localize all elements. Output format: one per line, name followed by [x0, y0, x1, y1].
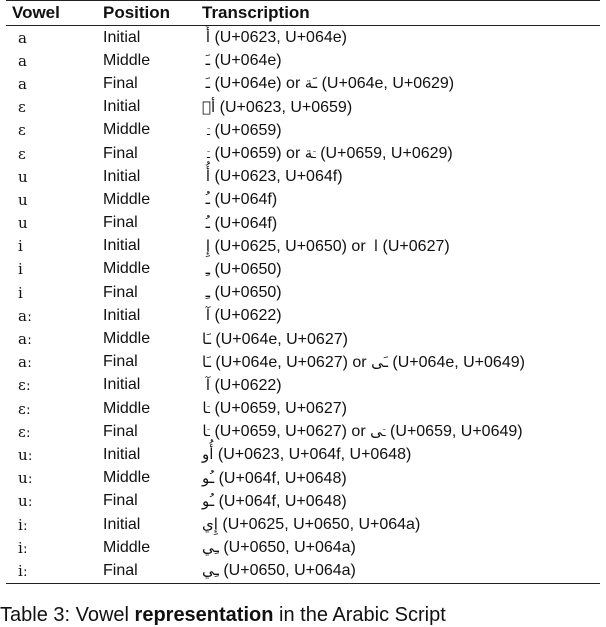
transcription-cell	[196, 351, 600, 374]
caption-prefix: Table 3: Vowel	[0, 604, 135, 626]
arabic-glyph: أُ	[205, 167, 210, 186]
codepoint-text: (U+0622)	[210, 376, 282, 394]
transcription-cell	[196, 165, 600, 188]
transcription-cell	[196, 467, 600, 490]
table-row	[6, 235, 600, 258]
position-cell: Middle	[103, 51, 151, 69]
transcription-cell	[196, 490, 600, 513]
arabic-glyph: ـُو	[202, 491, 215, 510]
vowel-cell: a	[18, 74, 27, 93]
arabic-glyph: ـَى	[371, 352, 388, 371]
table-row	[6, 304, 600, 327]
codepoint-text: (U+064e, U+0629)	[317, 75, 455, 93]
vowel-cell: i	[18, 260, 23, 279]
table-row	[6, 467, 600, 490]
position-cell: Final	[103, 492, 138, 510]
transcription-cell	[196, 258, 600, 281]
vowel-cell: i	[18, 283, 23, 302]
position-cell: Initial	[103, 306, 141, 324]
vowel-cell: ɛ	[18, 98, 26, 117]
codepoint-text: (U+0650)	[210, 284, 282, 302]
position-cell: Initial	[103, 445, 141, 463]
position-cell: Middle	[103, 260, 151, 278]
position-cell: Final	[103, 353, 138, 371]
arabic-glyph: ـُ	[205, 190, 210, 209]
table-row	[6, 397, 600, 420]
table-row	[6, 72, 600, 95]
arabic-glyph: ـٙ	[206, 120, 210, 139]
vowel-cell: u	[18, 190, 28, 209]
table-row	[6, 26, 600, 50]
caption-suffix: in the Arabic Script	[273, 604, 446, 626]
position-cell: Middle	[103, 399, 151, 417]
vowel-cell: ɛː	[18, 376, 31, 395]
table-row	[6, 443, 600, 466]
position-cell: Final	[103, 283, 138, 301]
codepoint-text: (U+0650)	[210, 260, 282, 278]
codepoint-text: (U+064e) or	[210, 75, 305, 93]
transcription-cell	[196, 212, 600, 235]
vowel-cell: iː	[18, 515, 28, 534]
codepoint-text: (U+064f, U+0648)	[214, 469, 347, 487]
transcription-cell	[196, 142, 600, 165]
arabic-glyph: ـِ	[205, 259, 210, 278]
table-row	[6, 119, 600, 142]
codepoint-text: (U+0659, U+0627)	[210, 400, 347, 418]
codepoint-text: (U+0659, U+0627) or	[210, 423, 371, 441]
transcription-cell	[196, 327, 600, 350]
vowel-cell: u	[18, 214, 28, 233]
vowel-cell: iː	[18, 538, 28, 557]
codepoint-text: (U+0625, U+0650, U+064a)	[217, 516, 421, 534]
table-row	[6, 351, 600, 374]
codepoint-text: (U+0659, U+0629)	[315, 145, 453, 163]
position-cell: Final	[97, 559, 196, 583]
table-body	[6, 26, 600, 584]
vowel-cell: aː	[18, 330, 32, 349]
position-cell: Middle	[103, 190, 151, 208]
table-row	[6, 142, 600, 165]
codepoint-text: (U+064e)	[210, 52, 282, 70]
arabic-glyph: أَ	[205, 28, 210, 47]
position-cell: Initial	[103, 98, 141, 116]
table-row	[6, 490, 600, 513]
transcription-cell	[196, 443, 600, 466]
header-transcription: Transcription	[196, 1, 600, 26]
table-row	[6, 165, 600, 188]
position-cell: Middle	[103, 121, 151, 139]
arabic-glyph: أُو	[202, 445, 214, 464]
vowel-cell: uː	[18, 492, 33, 511]
codepoint-text: (U+0650, U+064a)	[218, 562, 356, 580]
vowel-cell: ɛ	[18, 121, 26, 140]
arabic-glyph: ـٙة	[304, 144, 316, 163]
arabic-glyph: إِي	[202, 515, 218, 534]
vowel-cell: a	[18, 28, 27, 47]
table-row	[6, 536, 600, 559]
table-header	[6, 1, 600, 26]
vowel-cell: u	[18, 167, 28, 186]
codepoint-text: (U+064e, U+0627)	[210, 330, 348, 348]
vowel-cell: i	[18, 237, 23, 256]
codepoint-text: (U+064e, U+0649)	[387, 353, 525, 371]
table-row	[6, 281, 600, 304]
arabic-glyph: ـٙ	[206, 144, 210, 163]
codepoint-text: (U+0623, U+0659)	[215, 98, 353, 116]
position-cell: Initial	[103, 515, 141, 533]
table-row	[6, 559, 600, 583]
caption-bold: representation	[134, 604, 274, 626]
codepoint-text: (U+0625, U+0650) or	[210, 237, 371, 255]
arabic-glyph: ـَ	[205, 51, 210, 70]
transcription-cell	[196, 119, 600, 142]
position-cell: Final	[103, 214, 138, 232]
table-row	[6, 96, 600, 119]
vowel-cell: ɛː	[18, 399, 31, 418]
transcription-cell	[196, 49, 600, 72]
codepoint-text: (U+0627)	[378, 237, 450, 255]
arabic-glyph: ـُو	[202, 468, 215, 487]
header-vowel: Vowel	[6, 1, 97, 26]
table-row	[6, 258, 600, 281]
table-row	[6, 49, 600, 72]
arabic-glyph: ـٙى	[370, 422, 386, 441]
arabic-glyph: آ	[205, 306, 210, 325]
transcription-cell	[196, 96, 600, 119]
transcription-cell	[196, 513, 600, 536]
codepoint-text: (U+0659) or	[210, 145, 305, 163]
position-cell: Middle	[103, 469, 151, 487]
position-cell: Final	[103, 422, 138, 440]
position-cell: Middle	[103, 538, 151, 556]
vowel-cell: uː	[18, 469, 33, 488]
arabic-glyph: ـِي	[202, 538, 219, 557]
codepoint-text: (U+0623, U+064f)	[210, 168, 343, 186]
arabic-glyph: ا	[373, 236, 379, 255]
transcription-cell	[196, 26, 600, 50]
codepoint-text: (U+0659)	[210, 121, 282, 139]
codepoint-text: (U+0623, U+064e)	[210, 29, 347, 47]
header-row	[6, 1, 600, 26]
codepoint-text: (U+0623, U+064f, U+0648)	[213, 446, 412, 464]
position-cell: Initial	[103, 167, 141, 185]
transcription-cell	[196, 536, 600, 559]
vowel-cell: a	[18, 51, 27, 70]
vowel-cell: aː	[18, 306, 32, 325]
arabic-glyph: ـَا	[202, 329, 211, 348]
arabic-glyph: أٙ	[202, 97, 216, 116]
transcription-cell	[196, 281, 600, 304]
arabic-glyph: ـٙا	[202, 399, 210, 418]
position-cell: Middle	[103, 330, 151, 348]
vowel-transcription-table-container	[6, 0, 600, 584]
arabic-glyph: إِ	[205, 236, 210, 255]
transcription-cell	[196, 397, 600, 420]
position-cell: Initial	[103, 376, 141, 394]
transcription-cell	[196, 304, 600, 327]
codepoint-text: (U+064f)	[210, 191, 278, 209]
vowel-cell: iː	[6, 559, 97, 583]
transcription-cell	[196, 72, 600, 95]
arabic-glyph: ـٙا	[202, 422, 210, 441]
vowel-cell: ɛ	[18, 144, 26, 163]
table-row	[6, 374, 600, 397]
table-row	[6, 513, 600, 536]
transcription-cell	[196, 235, 600, 258]
codepoint-text: (U+0659, U+0649)	[385, 423, 523, 441]
codepoint-text: (U+064e, U+0627) or	[210, 353, 372, 371]
table-row	[6, 327, 600, 350]
arabic-glyph: آ	[205, 375, 210, 394]
vowel-cell: uː	[18, 445, 33, 464]
codepoint-text: (U+0622)	[210, 307, 282, 325]
table-row	[6, 188, 600, 211]
arabic-glyph: ـِ	[205, 283, 210, 302]
table-caption	[0, 604, 446, 627]
transcription-cell	[196, 374, 600, 397]
vowel-transcription-table	[6, 0, 600, 584]
vowel-cell: ɛː	[18, 422, 31, 441]
arabic-glyph: ـُ	[205, 213, 210, 232]
codepoint-text: (U+064f)	[210, 214, 278, 232]
table-row	[6, 212, 600, 235]
arabic-glyph: ـَ	[205, 74, 210, 93]
arabic-glyph: ـَا	[202, 352, 211, 371]
codepoint-text: (U+064f, U+0648)	[214, 492, 347, 510]
header-position: Position	[97, 1, 196, 26]
position-cell: Initial	[103, 28, 141, 46]
transcription-cell	[196, 559, 600, 583]
vowel-cell: aː	[18, 353, 32, 372]
transcription-cell	[196, 188, 600, 211]
transcription-cell	[196, 420, 600, 443]
position-cell: Initial	[103, 237, 141, 255]
arabic-glyph: ـِي	[202, 561, 219, 580]
arabic-glyph: ـَة	[304, 74, 318, 93]
codepoint-text: (U+0650, U+064a)	[218, 539, 356, 557]
position-cell: Final	[103, 74, 138, 92]
position-cell: Final	[103, 144, 138, 162]
table-row	[6, 420, 600, 443]
